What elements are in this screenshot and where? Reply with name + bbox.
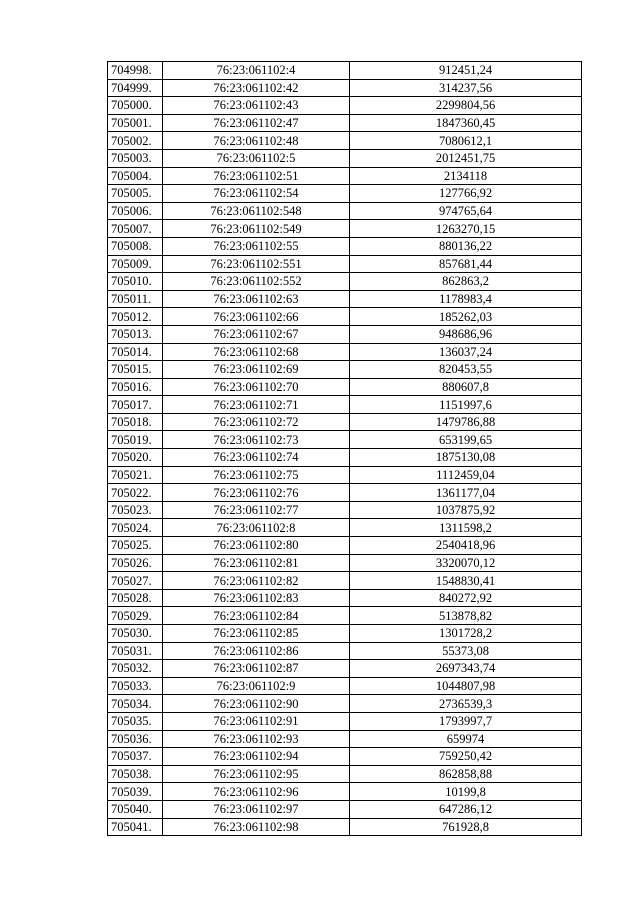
cadastral-value-cell: 857681,44 xyxy=(350,255,582,273)
cadastral-number-cell: 76:23:061102:548 xyxy=(163,202,350,220)
table-row xyxy=(108,325,582,343)
row-number-cell: 705016. xyxy=(108,378,163,396)
table-row xyxy=(108,519,582,537)
row-number-cell: 705007. xyxy=(108,220,163,238)
cadastral-value-cell: 1793997,7 xyxy=(350,712,582,730)
table-row xyxy=(108,202,582,220)
cadastral-value-cell: 1479786,88 xyxy=(350,413,582,431)
table-row xyxy=(108,642,582,660)
row-number-cell: 705011. xyxy=(108,290,163,308)
row-number-cell: 705005. xyxy=(108,185,163,203)
row-number-cell: 705038. xyxy=(108,765,163,783)
cadastral-number-cell: 76:23:061102:43 xyxy=(163,97,350,115)
cadastral-value-cell: 55373,08 xyxy=(350,642,582,660)
table-row xyxy=(108,484,582,502)
row-number-cell: 705022. xyxy=(108,484,163,502)
cadastral-number-cell: 76:23:061102:54 xyxy=(163,185,350,203)
table-row xyxy=(108,431,582,449)
table-row xyxy=(108,220,582,238)
cadastral-number-cell: 76:23:061102:94 xyxy=(163,748,350,766)
table-row xyxy=(108,343,582,361)
cadastral-number-cell: 76:23:061102:9 xyxy=(163,677,350,695)
table-row xyxy=(108,695,582,713)
cadastral-value-cell: 974765,64 xyxy=(350,202,582,220)
row-number-cell: 705023. xyxy=(108,501,163,519)
cadastral-number-cell: 76:23:061102:97 xyxy=(163,800,350,818)
cadastral-number-cell: 76:23:061102:551 xyxy=(163,255,350,273)
row-number-cell: 704999. xyxy=(108,79,163,97)
table-row xyxy=(108,149,582,167)
cadastral-number-cell: 76:23:061102:63 xyxy=(163,290,350,308)
table-row xyxy=(108,132,582,150)
cadastral-value-cell: 10199,8 xyxy=(350,783,582,801)
table-row xyxy=(108,589,582,607)
cadastral-number-cell: 76:23:061102:75 xyxy=(163,466,350,484)
cadastral-value-cell: 2736539,3 xyxy=(350,695,582,713)
cadastral-value-cell: 912451,24 xyxy=(350,62,582,80)
row-number-cell: 705027. xyxy=(108,572,163,590)
cadastral-number-cell: 76:23:061102:76 xyxy=(163,484,350,502)
cadastral-number-cell: 76:23:061102:98 xyxy=(163,818,350,836)
cadastral-number-cell: 76:23:061102:85 xyxy=(163,625,350,643)
table-row xyxy=(108,537,582,555)
row-number-cell: 705000. xyxy=(108,97,163,115)
cadastral-value-cell: 2540418,96 xyxy=(350,537,582,555)
cadastral-number-cell: 76:23:061102:48 xyxy=(163,132,350,150)
cadastral-number-cell: 76:23:061102:69 xyxy=(163,361,350,379)
table-row xyxy=(108,114,582,132)
table-row xyxy=(108,625,582,643)
cadastral-value-cell: 862858,88 xyxy=(350,765,582,783)
cadastral-number-cell: 76:23:061102:5 xyxy=(163,149,350,167)
cadastral-value-cell: 7080612,1 xyxy=(350,132,582,150)
table-row xyxy=(108,554,582,572)
table-row xyxy=(108,378,582,396)
table-row xyxy=(108,308,582,326)
cadastral-value-cell: 1875130,08 xyxy=(350,449,582,467)
row-number-cell: 705028. xyxy=(108,589,163,607)
row-number-cell: 705034. xyxy=(108,695,163,713)
row-number-cell: 705001. xyxy=(108,114,163,132)
table-row xyxy=(108,185,582,203)
row-number-cell: 704998. xyxy=(108,62,163,80)
row-number-cell: 705014. xyxy=(108,343,163,361)
cadastral-value-cell: 1301728,2 xyxy=(350,625,582,643)
table-row xyxy=(108,677,582,695)
cadastral-number-cell: 76:23:061102:90 xyxy=(163,695,350,713)
table-row xyxy=(108,607,582,625)
table-row xyxy=(108,748,582,766)
cadastral-number-cell: 76:23:061102:47 xyxy=(163,114,350,132)
cadastral-value-cell: 2697343,74 xyxy=(350,660,582,678)
cadastral-number-cell: 76:23:061102:8 xyxy=(163,519,350,537)
cadastral-value-cell: 185262,03 xyxy=(350,308,582,326)
cadastral-value-cell: 1037875,92 xyxy=(350,501,582,519)
cadastral-value-cell: 513878,82 xyxy=(350,607,582,625)
table-row xyxy=(108,396,582,414)
cadastral-value-cell: 647286,12 xyxy=(350,800,582,818)
row-number-cell: 705039. xyxy=(108,783,163,801)
row-number-cell: 705037. xyxy=(108,748,163,766)
row-number-cell: 705021. xyxy=(108,466,163,484)
cadastral-value-cell: 880136,22 xyxy=(350,237,582,255)
cadastral-number-cell: 76:23:061102:83 xyxy=(163,589,350,607)
row-number-cell: 705041. xyxy=(108,818,163,836)
row-number-cell: 705024. xyxy=(108,519,163,537)
cadastral-number-cell: 76:23:061102:66 xyxy=(163,308,350,326)
cadastral-number-cell: 76:23:061102:67 xyxy=(163,325,350,343)
row-number-cell: 705030. xyxy=(108,625,163,643)
row-number-cell: 705003. xyxy=(108,149,163,167)
row-number-cell: 705004. xyxy=(108,167,163,185)
table-row xyxy=(108,62,582,80)
row-number-cell: 705017. xyxy=(108,396,163,414)
cadastral-value-cell: 1151997,6 xyxy=(350,396,582,414)
row-number-cell: 705008. xyxy=(108,237,163,255)
cadastral-number-cell: 76:23:061102:86 xyxy=(163,642,350,660)
cadastral-value-cell: 1847360,45 xyxy=(350,114,582,132)
cadastral-value-table xyxy=(107,61,582,836)
cadastral-number-cell: 76:23:061102:96 xyxy=(163,783,350,801)
cadastral-number-cell: 76:23:061102:4 xyxy=(163,62,350,80)
cadastral-value-cell: 1361177,04 xyxy=(350,484,582,502)
row-number-cell: 705018. xyxy=(108,413,163,431)
row-number-cell: 705031. xyxy=(108,642,163,660)
row-number-cell: 705036. xyxy=(108,730,163,748)
cadastral-value-cell: 653199,65 xyxy=(350,431,582,449)
table-row xyxy=(108,361,582,379)
table-row xyxy=(108,255,582,273)
cadastral-number-cell: 76:23:061102:72 xyxy=(163,413,350,431)
cadastral-value-cell: 1311598,2 xyxy=(350,519,582,537)
row-number-cell: 705002. xyxy=(108,132,163,150)
row-number-cell: 705013. xyxy=(108,325,163,343)
cadastral-value-cell: 1263270,15 xyxy=(350,220,582,238)
table-row xyxy=(108,97,582,115)
cadastral-number-cell: 76:23:061102:84 xyxy=(163,607,350,625)
row-number-cell: 705029. xyxy=(108,607,163,625)
cadastral-number-cell: 76:23:061102:80 xyxy=(163,537,350,555)
table-row xyxy=(108,660,582,678)
cadastral-number-cell: 76:23:061102:77 xyxy=(163,501,350,519)
cadastral-value-cell: 659974 xyxy=(350,730,582,748)
cadastral-value-cell: 3320070,12 xyxy=(350,554,582,572)
cadastral-number-cell: 76:23:061102:42 xyxy=(163,79,350,97)
table-row xyxy=(108,290,582,308)
table-row xyxy=(108,79,582,97)
cadastral-number-cell: 76:23:061102:70 xyxy=(163,378,350,396)
row-number-cell: 705006. xyxy=(108,202,163,220)
table-body xyxy=(108,62,582,836)
table-row xyxy=(108,449,582,467)
cadastral-value-cell: 127766,92 xyxy=(350,185,582,203)
cadastral-number-cell: 76:23:061102:55 xyxy=(163,237,350,255)
cadastral-number-cell: 76:23:061102:93 xyxy=(163,730,350,748)
table-row xyxy=(108,765,582,783)
table-row xyxy=(108,413,582,431)
row-number-cell: 705012. xyxy=(108,308,163,326)
cadastral-value-cell: 1548830,41 xyxy=(350,572,582,590)
table-row xyxy=(108,818,582,836)
cadastral-value-cell: 1112459,04 xyxy=(350,466,582,484)
row-number-cell: 705019. xyxy=(108,431,163,449)
row-number-cell: 705015. xyxy=(108,361,163,379)
cadastral-value-cell: 948686,96 xyxy=(350,325,582,343)
cadastral-number-cell: 76:23:061102:73 xyxy=(163,431,350,449)
cadastral-number-cell: 76:23:061102:95 xyxy=(163,765,350,783)
cadastral-value-cell: 2012451,75 xyxy=(350,149,582,167)
table-row xyxy=(108,466,582,484)
row-number-cell: 705026. xyxy=(108,554,163,572)
cadastral-value-cell: 862863,2 xyxy=(350,273,582,291)
cadastral-number-cell: 76:23:061102:68 xyxy=(163,343,350,361)
cadastral-value-cell: 2134118 xyxy=(350,167,582,185)
cadastral-value-cell: 1044807,98 xyxy=(350,677,582,695)
table-row xyxy=(108,730,582,748)
table-row xyxy=(108,783,582,801)
table-row xyxy=(108,712,582,730)
table-row xyxy=(108,800,582,818)
row-number-cell: 705040. xyxy=(108,800,163,818)
row-number-cell: 705009. xyxy=(108,255,163,273)
cadastral-number-cell: 76:23:061102:74 xyxy=(163,449,350,467)
cadastral-number-cell: 76:23:061102:87 xyxy=(163,660,350,678)
cadastral-value-cell: 820453,55 xyxy=(350,361,582,379)
cadastral-value-cell: 136037,24 xyxy=(350,343,582,361)
cadastral-value-cell: 314237,56 xyxy=(350,79,582,97)
row-number-cell: 705033. xyxy=(108,677,163,695)
table-row xyxy=(108,273,582,291)
table-row xyxy=(108,167,582,185)
row-number-cell: 705020. xyxy=(108,449,163,467)
cadastral-value-cell: 759250,42 xyxy=(350,748,582,766)
cadastral-number-cell: 76:23:061102:71 xyxy=(163,396,350,414)
cadastral-number-cell: 76:23:061102:549 xyxy=(163,220,350,238)
cadastral-number-cell: 76:23:061102:51 xyxy=(163,167,350,185)
table-row xyxy=(108,572,582,590)
cadastral-number-cell: 76:23:061102:91 xyxy=(163,712,350,730)
table-row xyxy=(108,501,582,519)
cadastral-number-cell: 76:23:061102:552 xyxy=(163,273,350,291)
cadastral-value-cell: 840272,92 xyxy=(350,589,582,607)
row-number-cell: 705025. xyxy=(108,537,163,555)
cadastral-value-cell: 2299804,56 xyxy=(350,97,582,115)
cadastral-value-cell: 1178983,4 xyxy=(350,290,582,308)
cadastral-number-cell: 76:23:061102:81 xyxy=(163,554,350,572)
table-row xyxy=(108,237,582,255)
row-number-cell: 705035. xyxy=(108,712,163,730)
cadastral-number-cell: 76:23:061102:82 xyxy=(163,572,350,590)
row-number-cell: 705010. xyxy=(108,273,163,291)
cadastral-value-cell: 880607,8 xyxy=(350,378,582,396)
row-number-cell: 705032. xyxy=(108,660,163,678)
cadastral-value-cell: 761928,8 xyxy=(350,818,582,836)
